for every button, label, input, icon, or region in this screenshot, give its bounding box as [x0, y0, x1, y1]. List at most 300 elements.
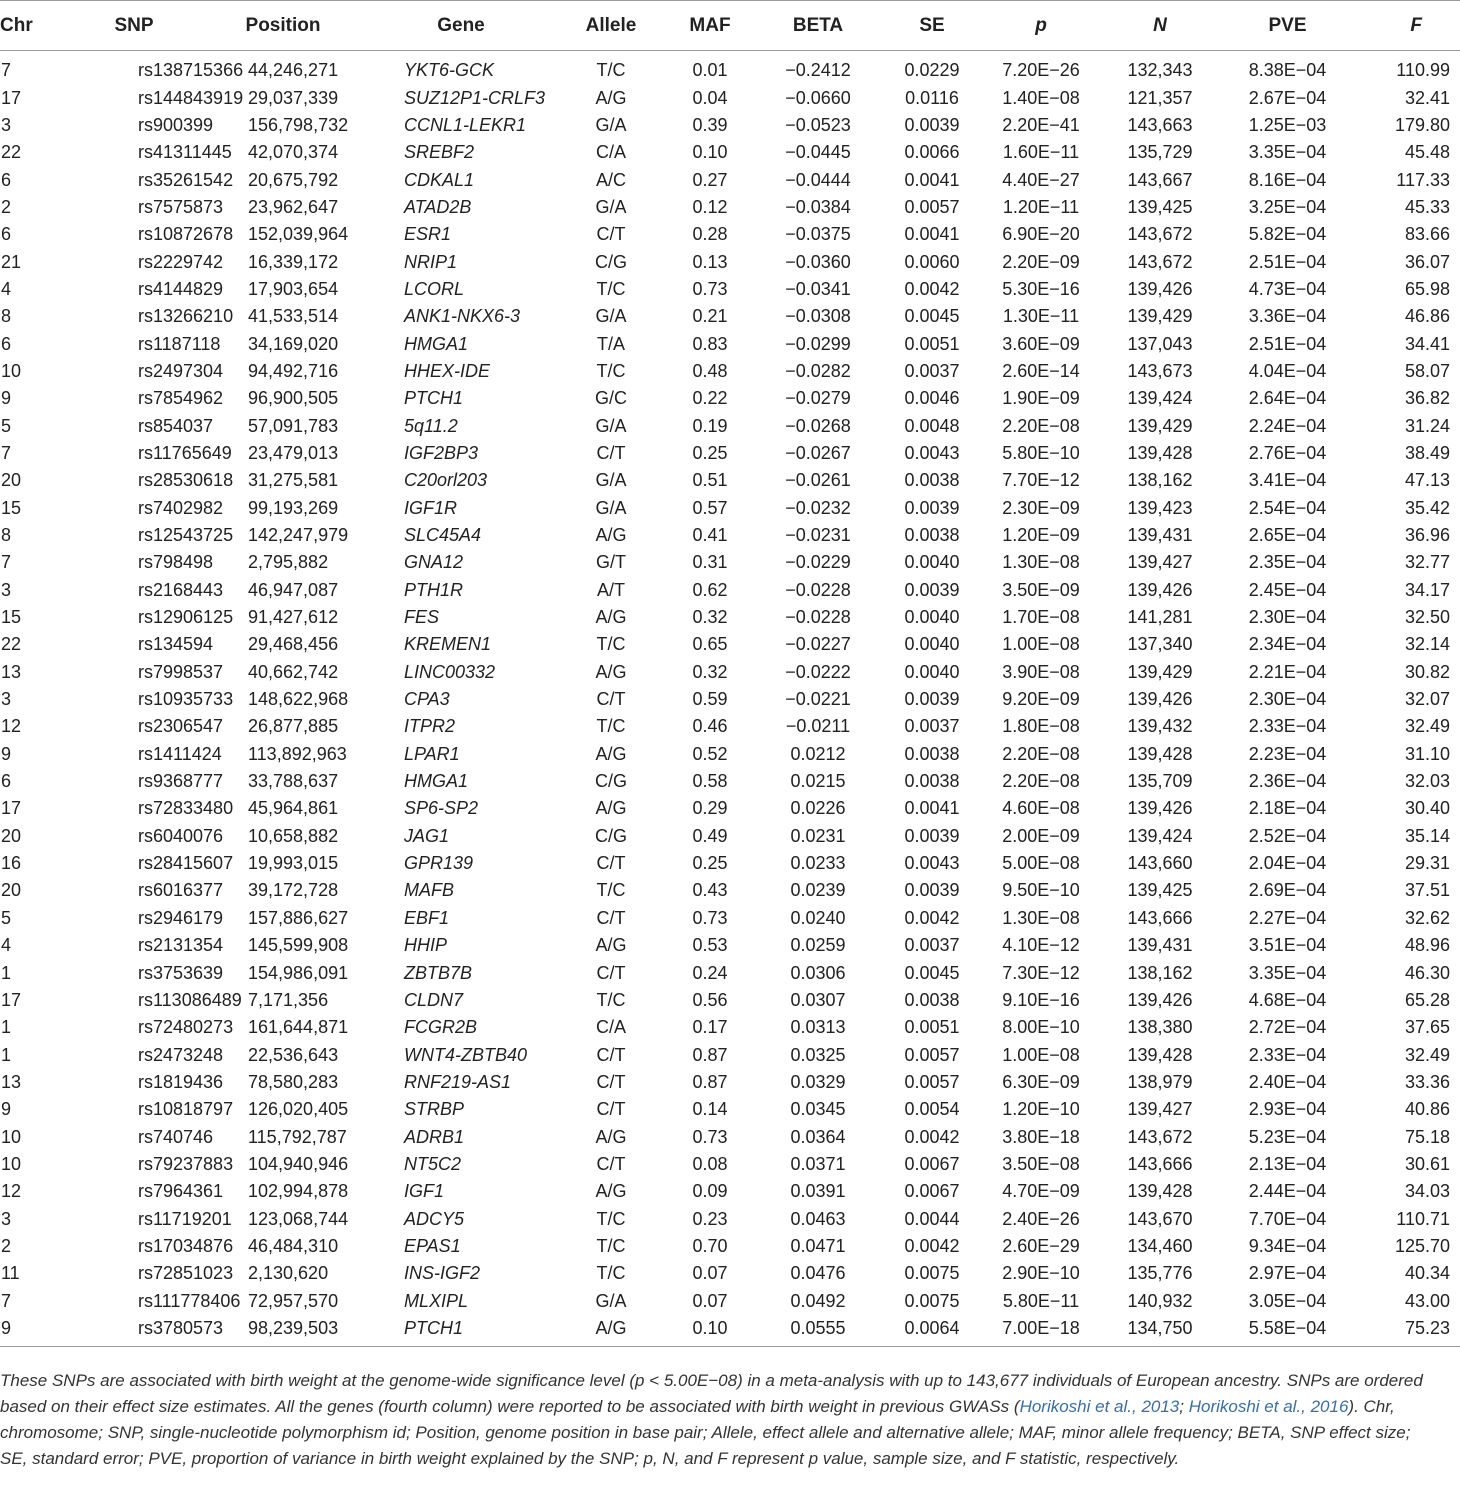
- cell-chr: 15: [1, 497, 22, 518]
- cell-chr: 20: [1, 825, 22, 846]
- cell-f: 46.30: [1404, 962, 1450, 983]
- cell-snp: rs72833480: [138, 798, 234, 819]
- table-row: [0, 659, 1460, 686]
- cell-gene: LPAR1: [404, 743, 460, 764]
- cell-maf: 0.01: [692, 60, 728, 81]
- cell-allele: C/A: [595, 1017, 626, 1038]
- cell-chr: 1: [1, 1017, 12, 1038]
- cell-maf: 0.25: [692, 442, 728, 463]
- cell-position: 156,798,732: [248, 114, 349, 135]
- cell-snp: rs798498: [138, 552, 214, 573]
- table-row: [0, 166, 1460, 193]
- cell-f: 35.14: [1404, 825, 1450, 846]
- table-row: [0, 741, 1460, 768]
- cell-maf: 0.32: [692, 661, 728, 682]
- cell-beta: 0.0240: [790, 907, 846, 928]
- cell-se: 0.0038: [904, 771, 960, 792]
- table-row: [0, 823, 1460, 850]
- cell-snp: rs10935733: [138, 689, 234, 710]
- cell-allele: G/A: [595, 306, 627, 327]
- cell-n: 138,979: [1127, 1071, 1193, 1092]
- cell-pve: 2.52E−04: [1248, 825, 1327, 846]
- cell-maf: 0.48: [692, 360, 728, 381]
- cell-maf: 0.23: [692, 1208, 728, 1229]
- cell-allele: A/G: [595, 525, 627, 546]
- table-row: [0, 604, 1460, 631]
- cell-chr: 10: [1, 1126, 22, 1147]
- cell-gene: JAG1: [404, 825, 450, 846]
- col-header-se: SE: [882, 1, 982, 51]
- cell-position: 99,193,269: [248, 497, 339, 518]
- cell-gene: ADCY5: [404, 1208, 465, 1229]
- cell-gene: INS-IGF2: [404, 1263, 481, 1284]
- cell-pve: 4.04E−04: [1248, 360, 1327, 381]
- cell-n: 141,281: [1127, 607, 1193, 628]
- cell-position: 142,247,979: [248, 525, 349, 546]
- cell-p: 1.60E−11: [1002, 142, 1080, 163]
- cell-allele: C/T: [596, 1153, 626, 1174]
- cell-n: 143,666: [1127, 907, 1193, 928]
- cell-gene: LCORL: [404, 278, 465, 299]
- cell-snp: rs35261542: [138, 169, 234, 190]
- cell-position: 98,239,503: [200, 1315, 366, 1347]
- cell-pve: 9.34E−04: [1248, 1235, 1327, 1256]
- cell-n: 139,429: [1127, 415, 1193, 436]
- cell-snp: rs1411424: [138, 743, 222, 764]
- cell-pve: 7.70E−04: [1248, 1208, 1327, 1229]
- cell-maf: 0.87: [692, 1071, 728, 1092]
- cell-gene: GNA12: [404, 552, 464, 573]
- table-row: [0, 631, 1460, 658]
- cell-maf: 0.22: [692, 388, 728, 409]
- cell-f: 58.07: [1404, 360, 1450, 381]
- cell-beta: −0.0282: [785, 360, 851, 381]
- col-header-p: p: [982, 1, 1100, 51]
- cell-allele: T/C: [596, 360, 626, 381]
- cell-position: 31,275,581: [248, 470, 339, 491]
- cell-gene: NRIP1: [404, 251, 458, 272]
- cell-p: 5.30E−16: [1002, 278, 1080, 299]
- cell-maf: 0.73: [692, 907, 728, 928]
- cell-position: 10,658,882: [248, 825, 339, 846]
- cell-gene: ADRB1: [404, 1126, 465, 1147]
- cell-p: 7.70E−12: [1002, 470, 1080, 491]
- cell-maf: 0.07: [692, 1290, 728, 1311]
- table-footnote: [0, 1368, 1440, 1472]
- cell-pve: 3.51E−04: [1248, 935, 1327, 956]
- cell-beta: 0.0215: [790, 771, 846, 792]
- cell-position: 20,675,792: [248, 169, 339, 190]
- cell-position: 34,169,020: [248, 333, 339, 354]
- cell-p: 2.90E−10: [1002, 1263, 1080, 1284]
- reference-link-2013[interactable]: Horikoshi et al., 2013: [1019, 1397, 1180, 1416]
- cell-chr: 8: [1, 306, 12, 327]
- cell-f: 179.80: [1394, 114, 1450, 135]
- cell-f: 36.07: [1404, 251, 1450, 272]
- table-row: [0, 84, 1460, 111]
- cell-maf: 0.04: [692, 87, 728, 108]
- cell-chr: 17: [1, 87, 22, 108]
- cell-maf: 0.08: [692, 1153, 728, 1174]
- cell-se: 0.0038: [904, 743, 960, 764]
- cell-pve: 1.25E−03: [1248, 114, 1327, 135]
- table-row: [0, 1178, 1460, 1205]
- cell-pve: 2.76E−04: [1248, 442, 1327, 463]
- table-row: [0, 1123, 1460, 1150]
- cell-pve: 2.04E−04: [1248, 853, 1327, 874]
- table-row: [0, 412, 1460, 439]
- cell-maf: 0.53: [692, 935, 728, 956]
- cell-p: 9.50E−10: [1002, 880, 1080, 901]
- cell-pve: 2.69E−04: [1248, 880, 1327, 901]
- cell-maf: 0.21: [692, 306, 728, 327]
- cell-beta: −0.0523: [785, 114, 851, 135]
- cell-snp: rs2168443: [138, 579, 224, 600]
- cell-n: 139,428: [1127, 442, 1193, 463]
- cell-chr: 7: [1, 442, 12, 463]
- cell-maf: 0.10: [666, 1315, 754, 1347]
- cell-gene: CPA3: [404, 689, 450, 710]
- cell-pve: 5.58E−04: [1220, 1315, 1355, 1347]
- cell-position: 23,962,647: [248, 196, 339, 217]
- cell-pve: 5.82E−04: [1248, 224, 1327, 245]
- cell-f: 32.14: [1404, 634, 1450, 655]
- cell-beta: −0.0360: [785, 251, 851, 272]
- cell-allele: T/C: [596, 716, 626, 737]
- cell-gene: ESR1: [404, 224, 452, 245]
- cell-allele: A/G: [595, 661, 627, 682]
- cell-maf: 0.56: [692, 989, 728, 1010]
- cell-gene: MAFB: [404, 880, 455, 901]
- cell-gene: SREBF2: [404, 142, 475, 163]
- col-header-gene: Gene: [366, 1, 556, 51]
- table-row: [0, 194, 1460, 221]
- cell-p: 9.20E−09: [1002, 689, 1080, 710]
- table-row: [0, 987, 1460, 1014]
- cell-beta: 0.0239: [790, 880, 846, 901]
- col-header-maf: MAF: [666, 1, 754, 51]
- cell-maf: 0.31: [692, 552, 728, 573]
- cell-allele: G/A: [595, 196, 627, 217]
- cell-pve: 2.13E−04: [1248, 1153, 1327, 1174]
- cell-chr: 15: [1, 607, 22, 628]
- table-row: [0, 549, 1460, 576]
- cell-snp: rs3753639: [138, 962, 224, 983]
- cell-n: 139,423: [1127, 497, 1193, 518]
- cell-snp: rs10818797: [138, 1099, 234, 1120]
- cell-beta: −0.0299: [785, 333, 851, 354]
- cell-se: 0.0038: [904, 989, 960, 1010]
- cell-position: 16,339,172: [248, 251, 339, 272]
- cell-pve: 3.05E−04: [1248, 1290, 1327, 1311]
- cell-beta: −0.0228: [785, 607, 851, 628]
- cell-n: 139,428: [1127, 743, 1193, 764]
- table-body: [0, 51, 1460, 1347]
- table-row: [0, 303, 1460, 330]
- cell-gene: PTCH1: [366, 1315, 556, 1347]
- cell-snp: rs111778406: [138, 1290, 241, 1311]
- cell-beta: −0.0221: [785, 689, 851, 710]
- cell-beta: −0.0445: [785, 142, 851, 163]
- cell-allele: G/T: [596, 552, 626, 573]
- cell-allele: A/G: [595, 607, 627, 628]
- cell-p: 1.40E−08: [1002, 87, 1080, 108]
- cell-pve: 2.40E−04: [1248, 1071, 1327, 1092]
- table-row: [0, 440, 1460, 467]
- cell-se: 0.0042: [904, 1126, 960, 1147]
- cell-se: 0.0039: [904, 825, 960, 846]
- cell-gene: PTH1R: [404, 579, 464, 600]
- cell-allele: A/C: [595, 169, 626, 190]
- cell-position: 2,130,620: [248, 1263, 329, 1284]
- cell-maf: 0.43: [692, 880, 728, 901]
- cell-beta: 0.0555: [754, 1315, 882, 1347]
- cell-beta: 0.0306: [790, 962, 846, 983]
- cell-chr: 12: [1, 1181, 22, 1202]
- cell-n: 138,162: [1127, 962, 1193, 983]
- cell-n: 139,425: [1127, 880, 1193, 901]
- cell-maf: 0.14: [692, 1099, 728, 1120]
- cell-maf: 0.59: [692, 689, 728, 710]
- cell-gene: 5q11.2: [404, 415, 458, 436]
- table-row: [0, 495, 1460, 522]
- cell-position: 23,479,013: [248, 442, 339, 463]
- cell-allele: C/T: [596, 689, 626, 710]
- cell-pve: 8.16E−04: [1248, 169, 1327, 190]
- cell-chr: 10: [1, 360, 22, 381]
- cell-gene: CCNL1-LEKR1: [404, 114, 527, 135]
- cell-f: 32.49: [1404, 1044, 1450, 1065]
- cell-n: 143,672: [1127, 1126, 1193, 1147]
- cell-pve: 2.65E−04: [1248, 525, 1327, 546]
- cell-f: 65.28: [1404, 989, 1450, 1010]
- cell-f: 40.86: [1404, 1099, 1450, 1120]
- cell-se: 0.0075: [904, 1290, 960, 1311]
- cell-beta: −0.0227: [785, 634, 851, 655]
- cell-gene: WNT4-ZBTB40: [404, 1044, 528, 1065]
- table-row: [0, 1151, 1460, 1178]
- cell-chr: 22: [1, 142, 22, 163]
- cell-position: 57,091,783: [248, 415, 339, 436]
- table-row: [0, 1069, 1460, 1096]
- cell-chr: 4: [1, 935, 12, 956]
- cell-chr: 21: [1, 251, 22, 272]
- cell-se: 0.0039: [904, 689, 960, 710]
- cell-n: 137,340: [1127, 634, 1193, 655]
- table-row: [0, 768, 1460, 795]
- cell-f: 29.31: [1404, 853, 1450, 874]
- cell-snp: rs12906125: [138, 607, 234, 628]
- col-header-allele: Allele: [556, 1, 666, 51]
- cell-p: 4.40E−27: [1002, 169, 1080, 190]
- cell-se: 0.0038: [904, 470, 960, 491]
- cell-chr: 7: [1, 60, 12, 81]
- cell-n: 139,426: [1127, 689, 1193, 710]
- cell-snp: rs854037: [138, 415, 214, 436]
- cell-position: 152,039,964: [248, 224, 349, 245]
- cell-position: 123,068,744: [248, 1208, 349, 1229]
- cell-chr: 3: [1, 689, 12, 710]
- cell-f: 38.49: [1404, 442, 1450, 463]
- cell-se: 0.0060: [904, 251, 960, 272]
- cell-chr: 7: [1, 552, 12, 573]
- cell-beta: −0.0308: [785, 306, 851, 327]
- cell-chr: 11: [1, 1263, 20, 1284]
- cell-maf: 0.87: [692, 1044, 728, 1065]
- cell-se: 0.0040: [904, 661, 960, 682]
- cell-se: 0.0046: [904, 388, 960, 409]
- cell-f: 36.82: [1404, 388, 1450, 409]
- cell-beta: 0.0463: [790, 1208, 846, 1229]
- cell-maf: 0.83: [692, 333, 728, 354]
- cell-p: 1.20E−09: [1002, 525, 1080, 546]
- cell-snp: rs1819436: [138, 1071, 224, 1092]
- cell-beta: 0.0329: [790, 1071, 846, 1092]
- cell-pve: 3.35E−04: [1248, 962, 1327, 983]
- cell-pve: 5.23E−04: [1248, 1126, 1327, 1147]
- cell-pve: 3.25E−04: [1248, 196, 1327, 217]
- cell-position: 94,492,716: [248, 360, 339, 381]
- cell-chr: 1: [1, 962, 12, 983]
- cell-chr: 13: [1, 1071, 22, 1092]
- cell-chr: 20: [1, 470, 22, 491]
- cell-snp: rs12543725: [138, 525, 234, 546]
- cell-pve: 2.45E−04: [1248, 579, 1327, 600]
- table-row: [0, 1096, 1460, 1123]
- cell-se: 0.0038: [904, 525, 960, 546]
- cell-p: 7.20E−26: [1002, 60, 1080, 81]
- cell-f: 31.10: [1404, 743, 1450, 764]
- cell-n: 139,429: [1127, 661, 1193, 682]
- cell-snp: rs72480273: [138, 1017, 234, 1038]
- cell-snp: rs11719201: [138, 1208, 232, 1229]
- cell-gene: RNF219-AS1: [404, 1071, 512, 1092]
- cell-gene: HHEX-IDE: [404, 360, 491, 381]
- cell-position: 44,246,271: [248, 60, 339, 81]
- cell-n: 143,672: [1127, 224, 1193, 245]
- table-row: [0, 1233, 1460, 1260]
- cell-pve: 2.93E−04: [1248, 1099, 1327, 1120]
- cell-pve: 3.35E−04: [1248, 142, 1327, 163]
- table-row: [0, 932, 1460, 959]
- cell-p: 1.30E−08: [1002, 552, 1080, 573]
- col-header-n: N: [1100, 1, 1220, 51]
- cell-f: 32.41: [1404, 87, 1450, 108]
- cell-p: 1.00E−08: [1002, 634, 1080, 655]
- cell-allele: A/G: [595, 743, 627, 764]
- reference-link-2016[interactable]: Horikoshi et al., 2016: [1188, 1397, 1349, 1416]
- cell-chr: 16: [1, 853, 22, 874]
- cell-position: 29,037,339: [248, 87, 339, 108]
- cell-chr: 5: [1, 415, 12, 436]
- cell-beta: −0.0211: [785, 716, 851, 737]
- cell-allele: C/T: [596, 1044, 626, 1065]
- cell-beta: 0.0231: [790, 825, 846, 846]
- cell-beta: 0.0313: [790, 1017, 846, 1038]
- cell-snp: rs2229742: [138, 251, 224, 272]
- cell-n: 139,424: [1127, 388, 1193, 409]
- cell-beta: 0.0345: [790, 1099, 846, 1120]
- cell-position: 22,536,643: [248, 1044, 339, 1065]
- cell-maf: 0.12: [692, 196, 728, 217]
- cell-maf: 0.32: [692, 607, 728, 628]
- cell-p: 1.70E−08: [1002, 607, 1080, 628]
- cell-n: 143,673: [1127, 360, 1193, 381]
- cell-f: 32.62: [1404, 907, 1450, 928]
- cell-n: 139,428: [1127, 1044, 1193, 1065]
- cell-gene: GPR139: [404, 853, 474, 874]
- table-row: [0, 330, 1460, 357]
- cell-allele: C/G: [594, 251, 627, 272]
- cell-chr: 13: [1, 661, 22, 682]
- col-header-beta: BETA: [754, 1, 882, 51]
- cell-maf: 0.39: [692, 114, 728, 135]
- cell-beta: 0.0492: [790, 1290, 846, 1311]
- cell-f: 75.23: [1355, 1315, 1460, 1347]
- cell-p: 1.30E−08: [1002, 907, 1080, 928]
- cell-position: 46,484,310: [248, 1235, 339, 1256]
- cell-allele: A/G: [595, 1181, 627, 1202]
- cell-f: 37.51: [1404, 880, 1450, 901]
- cell-maf: 0.52: [692, 743, 728, 764]
- cell-gene: EPAS1: [404, 1235, 461, 1256]
- cell-allele: G/C: [594, 388, 627, 409]
- cell-f: 32.49: [1404, 716, 1450, 737]
- cell-f: 37.65: [1404, 1017, 1450, 1038]
- cell-maf: 0.57: [692, 497, 728, 518]
- cell-pve: 2.44E−04: [1248, 1181, 1327, 1202]
- cell-f: 30.82: [1404, 661, 1450, 682]
- table-row: [0, 577, 1460, 604]
- cell-p: 1.90E−09: [1002, 388, 1080, 409]
- cell-maf: 0.24: [692, 962, 728, 983]
- cell-position: 145,599,908: [248, 935, 349, 956]
- cell-gene: MLXIPL: [404, 1290, 469, 1311]
- cell-n: 139,426: [1127, 278, 1193, 299]
- cell-snp: rs17034876: [138, 1235, 234, 1256]
- table-row: [0, 1315, 1460, 1347]
- cell-f: 30.40: [1404, 798, 1450, 819]
- cell-chr: 8: [1, 525, 12, 546]
- cell-gene: IGF1: [404, 1181, 445, 1202]
- cell-snp: rs13266210: [138, 306, 234, 327]
- col-header-snp: SNP: [68, 1, 200, 51]
- cell-pve: 2.21E−04: [1248, 661, 1327, 682]
- cell-se: 0.0067: [904, 1181, 960, 1202]
- cell-se: 0.0040: [904, 607, 960, 628]
- cell-maf: 0.65: [692, 634, 728, 655]
- cell-allele: C/G: [594, 771, 627, 792]
- cell-pve: 4.73E−04: [1248, 278, 1327, 299]
- cell-allele: A/G: [595, 935, 627, 956]
- cell-snp: rs10872678: [138, 224, 234, 245]
- cell-f: 46.86: [1404, 306, 1450, 327]
- cell-p: 3.90E−08: [1002, 661, 1080, 682]
- cell-maf: 0.17: [692, 1017, 728, 1038]
- cell-chr: 9: [1, 1099, 12, 1120]
- table-row: [0, 1014, 1460, 1041]
- cell-f: 40.34: [1404, 1263, 1450, 1284]
- cell-f: 47.13: [1404, 470, 1450, 491]
- cell-chr: 17: [1, 798, 22, 819]
- cell-position: 45,964,861: [248, 798, 339, 819]
- cell-n: 139,426: [1127, 579, 1193, 600]
- cell-beta: −0.0375: [785, 224, 851, 245]
- cell-position: 161,644,871: [248, 1017, 349, 1038]
- cell-pve: 2.51E−04: [1248, 333, 1327, 354]
- cell-n: 140,932: [1127, 1290, 1193, 1311]
- cell-gene: HMGA1: [404, 771, 469, 792]
